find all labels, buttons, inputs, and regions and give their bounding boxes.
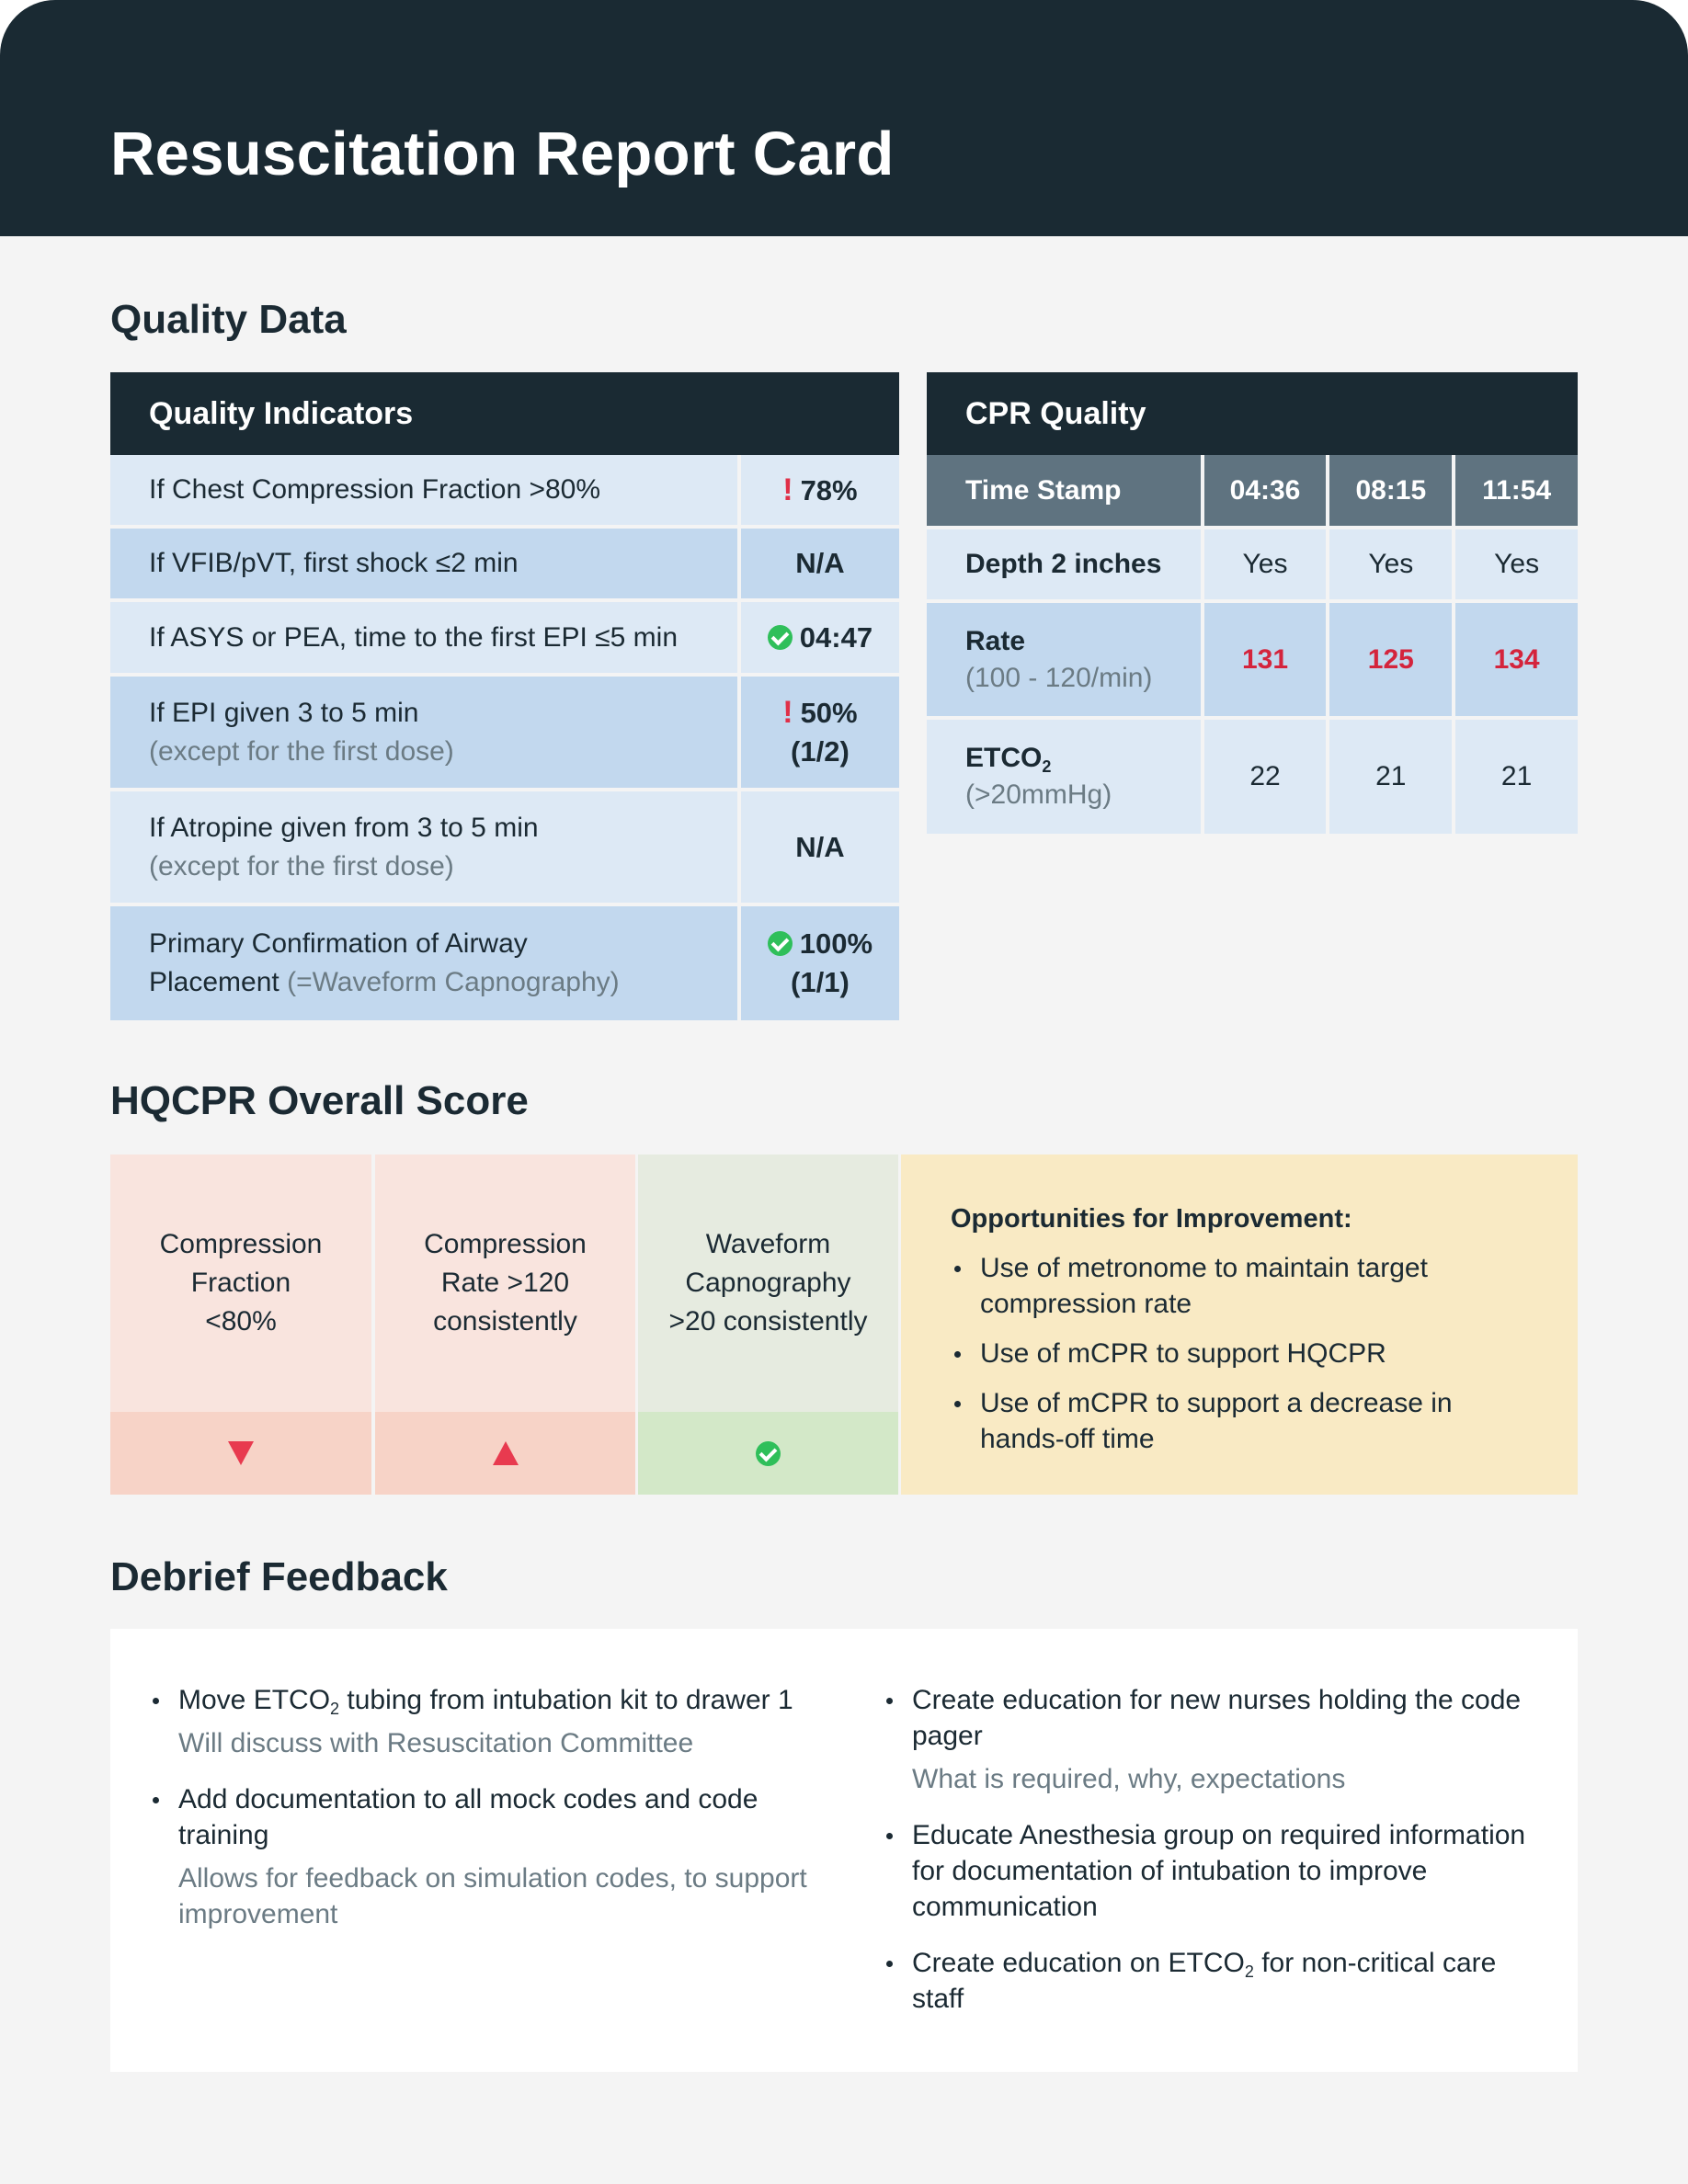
depth-cell: Yes <box>1455 529 1578 599</box>
header-bar <box>0 0 1688 236</box>
score-cell-compression-rate: Compression Rate >120 consistently <box>375 1155 635 1495</box>
section-title-debrief: Debrief Feedback <box>110 1554 448 1599</box>
table-row <box>927 455 1578 526</box>
timestamp-cell: 11:54 <box>1455 455 1578 526</box>
table-row <box>110 906 899 1020</box>
opportunities-list <box>951 1250 1541 1457</box>
rate-cell: 125 <box>1329 603 1452 716</box>
down-triangle-icon <box>228 1441 254 1465</box>
debrief-list-left <box>149 1682 811 1932</box>
debrief-panel <box>110 1629 1578 2072</box>
table-row <box>110 529 899 598</box>
indicator-value: 04:47 <box>741 602 899 673</box>
etco2-cell: 21 <box>1455 720 1578 834</box>
check-circle-icon <box>768 625 793 650</box>
table-row <box>927 603 1578 716</box>
quality-indicators-header: Quality Indicators <box>110 372 899 455</box>
section-title-hqcpr: HQCPR Overall Score <box>110 1078 529 1123</box>
indicator-value: 100% (1/1) <box>741 906 899 1020</box>
up-triangle-icon <box>493 1441 519 1465</box>
score-cell-compression-fraction: Compression Fraction <80% <box>110 1155 371 1495</box>
indicator-label: If Atropine given from 3 to 5 min (except for the first dose) <box>110 791 737 903</box>
list-item: Educate Anesthesia group on required information for documentation of intubation to improve communication <box>883 1817 1526 1925</box>
opportunities-panel <box>901 1155 1578 1495</box>
opportunities-title: Opportunities for Improvement: <box>951 1204 1352 1234</box>
table-row <box>927 529 1578 599</box>
alert-icon: ! <box>782 695 793 730</box>
timestamp-cell: 04:36 <box>1204 455 1327 526</box>
list-item: Use of mCPR to support a decrease in hands-off time <box>951 1385 1541 1457</box>
quality-indicators-table <box>110 372 899 1020</box>
list-item: Create education on $ETCO_2$ for non-critical care staff <box>883 1945 1526 2017</box>
indicator-label: If VFIB/pVT, first shock ≤2 min <box>110 529 737 598</box>
indicator-label: If EPI given 3 to 5 min (except for the first dose) <box>110 677 737 788</box>
rate-cell: 134 <box>1455 603 1578 716</box>
list-item: Use of mCPR to support HQCPR <box>951 1336 1541 1371</box>
depth-cell: Yes <box>1204 529 1327 599</box>
alert-icon: ! <box>782 472 793 507</box>
indicator-value: N/A <box>741 791 899 903</box>
rate-label: Rate (100 - 120/min) <box>927 603 1201 716</box>
page-title: Resuscitation Report Card <box>110 119 895 188</box>
table-row <box>110 455 899 525</box>
indicator-label: If Chest Compression Fraction >80% <box>110 455 737 525</box>
indicator-label: If ASYS or PEA, time to the first EPI ≤5 min <box>110 602 737 673</box>
list-item: Create education for new nurses holding the code pager What is required, why, expectations <box>883 1682 1526 1797</box>
indicator-value: ! 78% <box>741 455 899 525</box>
table-row <box>110 791 899 903</box>
score-cell-waveform-capnography: Waveform Capnography >20 consistently <box>638 1155 898 1495</box>
list-item: Add documentation to all mock codes and code training Allows for feedback on simulation codes, to support improvement <box>149 1781 811 1932</box>
etco2-cell: 22 <box>1204 720 1327 834</box>
table-row <box>110 602 899 673</box>
cpr-quality-header: CPR Quality <box>927 372 1578 455</box>
timestamp-label: Time Stamp <box>927 455 1201 526</box>
indicator-value: N/A <box>741 529 899 598</box>
list-item: Move $ETCO_2$ tubing from intubation kit to drawer 1 Will discuss with Resuscitation Committee <box>149 1682 811 1761</box>
table-row <box>110 677 899 788</box>
timestamp-cell: 08:15 <box>1329 455 1452 526</box>
indicator-label: Primary Confirmation of Airway Placement (=Waveform Capnography) <box>110 906 737 1020</box>
etco2-label: $ETCO_2$ (>20mmHg) <box>927 720 1201 834</box>
rate-cell: 131 <box>1204 603 1327 716</box>
list-item: Use of metronome to maintain target compression rate <box>951 1250 1541 1322</box>
section-title-quality-data: Quality Data <box>110 297 347 342</box>
debrief-list-right <box>883 1682 1526 2017</box>
check-circle-icon <box>756 1441 781 1466</box>
etco2-cell: 21 <box>1329 720 1452 834</box>
cpr-quality-table <box>927 372 1578 834</box>
indicator-value: ! 50% (1/2) <box>741 677 899 788</box>
depth-cell: Yes <box>1329 529 1452 599</box>
depth-label: Depth 2 inches <box>927 529 1201 599</box>
table-row <box>927 720 1578 834</box>
check-circle-icon <box>768 931 793 956</box>
